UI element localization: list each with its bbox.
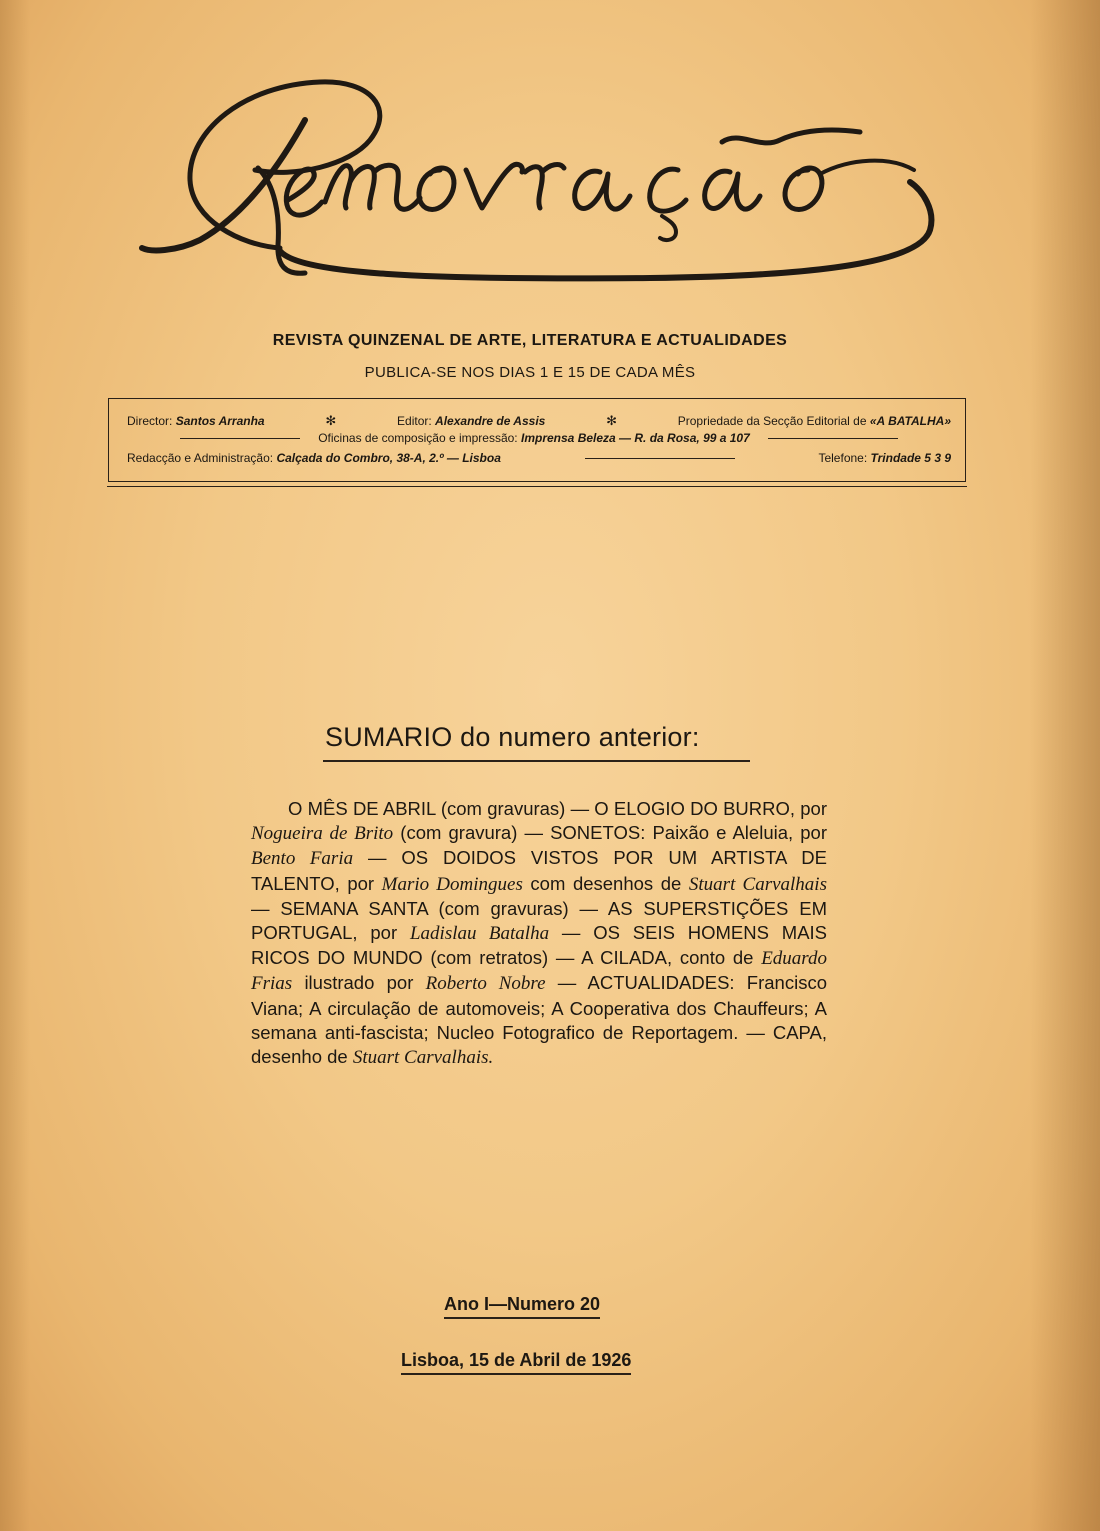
editor-credit	[397, 414, 545, 428]
summary-text-segment: ilustrado por	[292, 972, 426, 994]
phone-label: Telefone:	[818, 451, 868, 465]
property-label: Propriedade da Secção Editorial de	[677, 414, 867, 428]
rule-divider	[585, 458, 735, 459]
masthead-logo	[130, 70, 960, 300]
rule-divider	[768, 438, 898, 439]
paper-edge-shadow-left	[0, 0, 30, 1531]
summary-author-name: Nogueira de Brito	[251, 823, 394, 845]
admin-label: Redacção e Administração:	[127, 451, 274, 465]
summary-author-name: Mario Domingues	[381, 873, 523, 895]
rule-divider	[180, 438, 300, 439]
paper-edge-shadow-right	[1030, 0, 1100, 1531]
property-credit	[678, 414, 951, 428]
offices-label: Oficinas de composição e impressão:	[318, 431, 518, 445]
director-name: Santos Arranha	[175, 414, 265, 428]
summary-text-segment: (com gravura) — SONETOS: Paixão e Aleluia, por	[393, 822, 827, 844]
summary-text-segment: com desenhos de	[522, 872, 689, 894]
editor-name: Alexandre de Assis	[435, 414, 546, 428]
address-row	[127, 451, 951, 465]
summary-author-name: Stuart Carvalhais	[688, 873, 827, 895]
masthead-info-box	[108, 398, 966, 482]
summary-text-segment: O MÊS DE ABRIL (com gravuras) — O ELOGIO DO BURRO, por	[288, 798, 827, 819]
magazine-subtitle: REVISTA QUINZENAL DE ARTE, LITERATURA E ACTUALIDADES	[272, 332, 788, 349]
summary-author-name: Bento Faria	[251, 848, 354, 870]
admin-address: Calçada do Combro, 38-A, 2.º — Lisboa	[276, 451, 501, 465]
director-credit	[127, 414, 265, 428]
summary-author-name: Ladislau Batalha	[409, 923, 550, 945]
asterisk-icon: ✻	[325, 413, 337, 428]
summary-author-name: Eduardo Frias	[251, 948, 827, 995]
phone-credit	[818, 451, 951, 465]
summary-text-segment: — OS SEIS HOMENS MAIS RICOS DO MUNDO (com retratos) — A CILADA, conto de	[251, 922, 828, 969]
summary-title: SUMARIO do numero anterior:	[325, 722, 700, 752]
asterisk-icon: ✻	[606, 413, 617, 428]
summary-author-name: Roberto Nobre	[425, 973, 546, 995]
summary-title-underline	[323, 760, 750, 762]
summary-text-segment: — ACTUALIDADES: Francisco Viana; A circulação de automoveis; A Cooperativa dos Chauffeurs; A semana anti-fascista; Nucleo Fotografico de Reportagem. — CAPA, desenho de	[251, 972, 827, 1068]
summary-author-name: Stuart Carvalhais.	[352, 1047, 494, 1069]
property-name: «A BATALHA»	[869, 414, 951, 428]
summary-text-segment: — OS DOIDOS VISTOS POR UM ARTISTA DE TALENTO, por	[251, 847, 827, 894]
editor-label: Editor:	[397, 414, 432, 428]
summary-text-segment: — SEMANA SANTA (com gravuras) — AS SUPERSTIÇÕES EM PORTUGAL, por	[251, 897, 827, 944]
staff-row	[127, 413, 951, 429]
offices-name: Imprensa Beleza — R. da Rosa, 99 a 107	[521, 431, 750, 445]
issue-date: Lisboa, 15 de Abril de 1926	[401, 1350, 631, 1375]
printing-row	[127, 431, 951, 445]
director-label: Director:	[127, 414, 173, 428]
summary-text	[251, 797, 827, 1070]
issue-number: Ano I—Numero 20	[444, 1294, 600, 1319]
admin-credit	[127, 451, 501, 465]
phone-value: Trindade 5 3 9	[870, 451, 951, 465]
publication-frequency: PUBLICA-SE NOS DIAS 1 E 15 DE CADA MÊS	[364, 364, 696, 381]
